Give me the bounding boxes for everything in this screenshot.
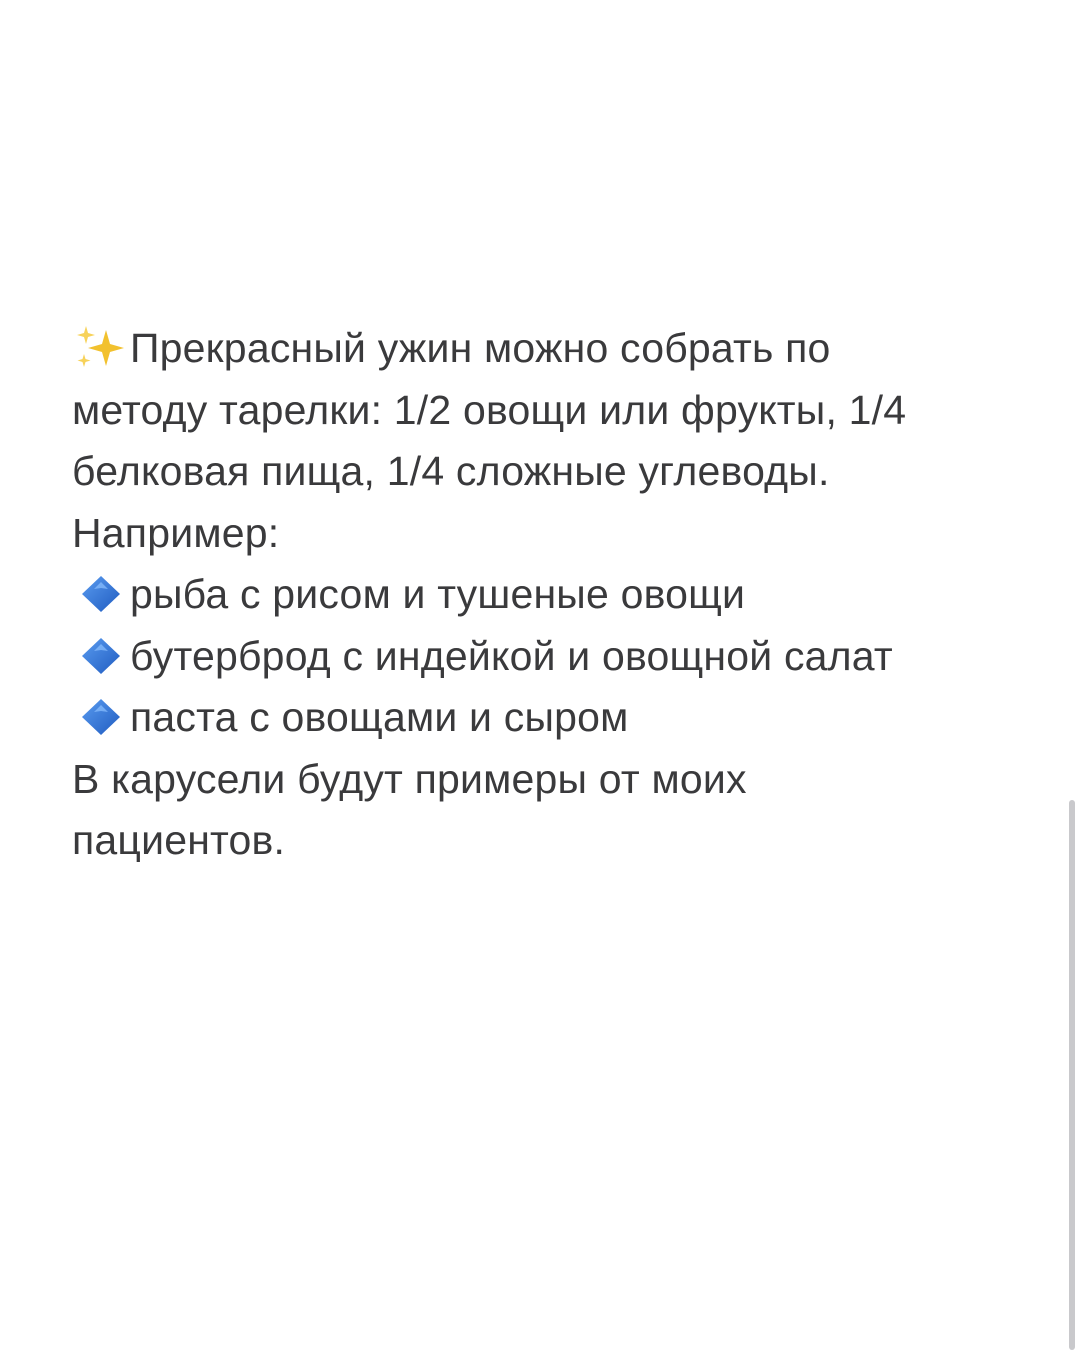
sparkles-icon	[72, 324, 126, 368]
list-item-text: бутерброд с индейкой и овощной салат	[130, 632, 893, 679]
note-line-3: белковая пища, 1/4 сложные углеводы.	[72, 448, 830, 494]
note-line-1-text: Прекрасный ужин можно собрать по	[130, 325, 831, 371]
blue-diamond-icon	[78, 570, 124, 610]
note-line-1	[72, 318, 972, 380]
list-item	[72, 626, 972, 688]
list-item	[72, 564, 972, 626]
note-line-4: Например:	[72, 509, 280, 556]
note-closing-line-1: В карусели будут примеры от моих	[72, 755, 747, 802]
blue-diamond-icon	[78, 632, 124, 672]
list-item-text: рыба с рисом и тушеные овощи	[130, 571, 746, 617]
note-closing-line-2: пациентов.	[72, 817, 286, 863]
scrollbar[interactable]	[1069, 800, 1075, 1350]
note-line-2: методу тарелки: 1/2 овощи или фрукты, 1/4	[72, 386, 907, 433]
list-item	[72, 687, 972, 749]
list-item-text: паста с овощами и сыром	[130, 694, 629, 740]
note-text	[72, 318, 972, 872]
blue-diamond-icon	[78, 693, 124, 733]
